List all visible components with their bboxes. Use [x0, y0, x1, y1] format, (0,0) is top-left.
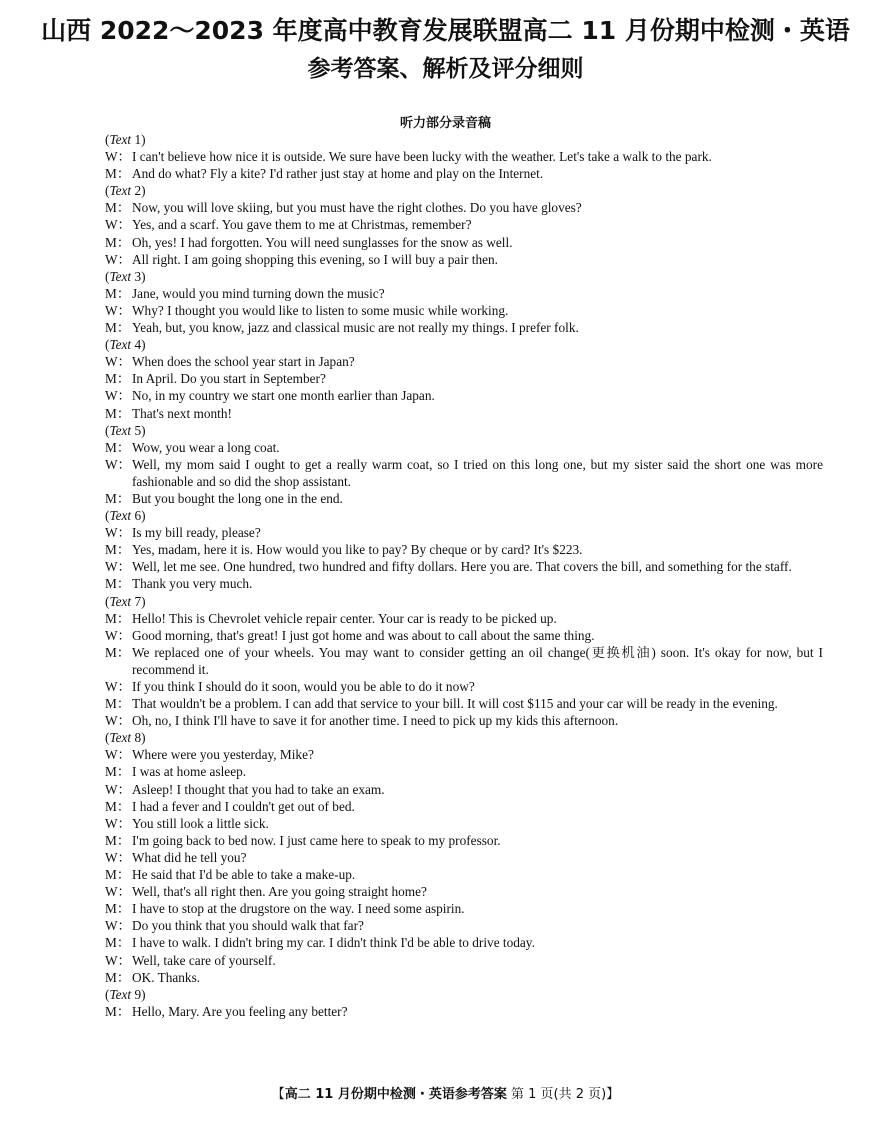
speaker-label: W： [105, 781, 131, 797]
speaker-label: M： [105, 764, 131, 780]
speaker-label: M： [105, 901, 131, 917]
dialogue-line [105, 746, 823, 763]
speaker-label: W： [105, 747, 131, 763]
speaker-label: W： [105, 713, 131, 729]
footer-page-number: 第 1 页(共 2 页) [506, 1087, 607, 1102]
text-marker [105, 268, 823, 285]
dialogue-line [105, 610, 823, 627]
dialogue-text: Oh, no, I think I'll have to save it for another time. I need to pick up my kids this afternoon. [132, 713, 619, 729]
dialogue-text: You still look a little sick. [132, 815, 269, 831]
marker-number: 5) [131, 422, 146, 438]
dialogue-text: Well, that's all right then. Are you going straight home? [132, 884, 427, 900]
speaker-label: M： [105, 969, 131, 985]
dialogue-line [105, 319, 823, 336]
marker-number: 4) [131, 337, 146, 353]
transcript-body [105, 131, 823, 1020]
marker-number: 1) [131, 132, 146, 147]
dialogue-line [105, 678, 823, 695]
speaker-label: M： [105, 320, 131, 336]
dialogue-line [105, 644, 823, 678]
dialogue-line [105, 866, 823, 883]
marker-label: Text [109, 730, 132, 746]
dialogue-text: Where were you yesterday, Mike? [132, 747, 314, 763]
dialogue-text: Wow, you wear a long coat. [132, 439, 280, 455]
speaker-label: W： [105, 815, 131, 831]
dialogue-line [105, 405, 823, 422]
dialogue-line [105, 148, 823, 165]
speaker-label: M： [105, 166, 131, 182]
speaker-label: M： [105, 490, 131, 506]
marker-label: Text [109, 593, 132, 609]
dialogue-line [105, 900, 823, 917]
dialogue-text: When does the school year start in Japan? [132, 354, 355, 370]
dialogue-line [105, 832, 823, 849]
footer-bracket-close: 】 [606, 1087, 620, 1102]
dialogue-line [105, 627, 823, 644]
dialogue-text: Yes, and a scarf. You gave them to me at Christmas, remember? [132, 217, 472, 233]
dialogue-line [105, 1003, 823, 1020]
page-footer [0, 1086, 891, 1104]
dialogue-line [105, 849, 823, 866]
dialogue-line [105, 490, 823, 507]
marker-label: Text [109, 268, 132, 284]
speaker-label: M： [105, 200, 131, 216]
speaker-label: M： [105, 439, 131, 455]
marker-paren: ( [105, 422, 110, 438]
dialogue-text: Hello! This is Chevrolet vehicle repair center. Your car is ready to be picked up. [132, 610, 557, 626]
dialogue-line [105, 558, 823, 575]
speaker-label: M： [105, 798, 131, 814]
speaker-label: M： [105, 832, 131, 848]
dialogue-text: I was at home asleep. [132, 764, 247, 780]
marker-label: Text [109, 337, 132, 353]
speaker-label: M： [105, 867, 131, 883]
text-marker [105, 729, 823, 746]
speaker-label: W： [105, 918, 131, 934]
dialogue-text: We replaced one of your wheels. You may want to consider getting an oil change(更换机油) soon. It's okay for now, but I recommend it. [132, 644, 823, 677]
speaker-label: M： [105, 644, 131, 660]
marker-paren: ( [105, 132, 110, 147]
dialogue-line [105, 695, 823, 712]
marker-label: Text [109, 508, 132, 524]
dialogue-line [105, 541, 823, 558]
speaker-label: M： [105, 371, 131, 387]
dialogue-text: He said that I'd be able to take a make-up. [132, 867, 356, 883]
marker-label: Text [109, 132, 132, 147]
speaker-label: W： [105, 525, 131, 541]
dialogue-line [105, 763, 823, 780]
speaker-label: M： [105, 285, 131, 301]
speaker-label: M： [105, 610, 131, 626]
document-subtitle: 参考答案、解析及评分细则 [307, 56, 584, 82]
text-marker [105, 422, 823, 439]
marker-number: 7) [131, 593, 146, 609]
marker-paren: ( [105, 730, 110, 746]
dialogue-line [105, 952, 823, 969]
dialogue-line [105, 969, 823, 986]
dialogue-text: Do you think that you should walk that far? [132, 918, 364, 934]
speaker-label: M： [105, 405, 131, 421]
dialogue-text: I had a fever and I couldn't get out of bed. [132, 798, 355, 814]
speaker-label: W： [105, 217, 131, 233]
speaker-label: W： [105, 149, 131, 165]
dialogue-line [105, 781, 823, 798]
dialogue-text: Yeah, but, you know, jazz and classical music are not really my things. I prefer folk. [132, 320, 579, 336]
section-heading: 听力部分录音稿 [399, 116, 491, 131]
speaker-label: M： [105, 696, 131, 712]
dialogue-line [105, 370, 823, 387]
speaker-label: W： [105, 354, 131, 370]
dialogue-text: Well, let me see. One hundred, two hundred and fifty dollars. Here you are. That covers the bill, and something for the staff. [132, 559, 792, 575]
dialogue-line [105, 353, 823, 370]
dialogue-text: Well, my mom said I ought to get a really warm coat, so I tried on this long one, but my sister said the short one was more fashionable and so did the shop assistant. [132, 456, 823, 489]
dialogue-text: That's next month! [132, 405, 232, 421]
text-marker [105, 336, 823, 353]
dialogue-line [105, 524, 823, 541]
speaker-label: W： [105, 251, 131, 267]
dialogue-text: I'm going back to bed now. I just came here to speak to my professor. [132, 832, 501, 848]
dialogue-text: Now, you will love skiing, but you must have the right clothes. Do you have gloves? [132, 200, 582, 216]
dialogue-line [105, 575, 823, 592]
dialogue-text: Why? I thought you would like to listen to some music while working. [132, 302, 509, 318]
speaker-label: W： [105, 884, 131, 900]
dialogue-line [105, 165, 823, 182]
dialogue-line [105, 216, 823, 233]
marker-number: 2) [131, 183, 146, 199]
dialogue-text: That wouldn't be a problem. I can add that service to your bill. It will cost $115 and your car will be ready in the evening. [132, 696, 778, 712]
speaker-label: M： [105, 935, 131, 951]
marker-paren: ( [105, 986, 110, 1002]
dialogue-text: No, in my country we start one month earlier than Japan. [132, 388, 435, 404]
speaker-label: M： [105, 1003, 131, 1019]
marker-paren: ( [105, 508, 110, 524]
dialogue-text: What did he tell you? [132, 849, 247, 865]
speaker-label: W： [105, 679, 131, 694]
dialogue-text: If you think I should do it soon, would you be able to do it now? [132, 679, 475, 694]
dialogue-line [105, 712, 823, 729]
dialogue-text: I have to walk. I didn't bring my car. I didn't think I'd be able to drive today. [132, 935, 535, 951]
dialogue-text: OK. Thanks. [132, 969, 201, 985]
marker-number: 8) [131, 730, 146, 746]
dialogue-line [105, 251, 823, 268]
marker-label: Text [109, 422, 132, 438]
dialogue-text: Is my bill ready, please? [132, 525, 261, 541]
speaker-label: W： [105, 559, 131, 575]
dialogue-text: Well, take care of yourself. [132, 952, 276, 968]
footer-doc-name: 高二 11 月份期中检测・英语参考答案 [284, 1087, 507, 1102]
speaker-label: W： [105, 456, 131, 472]
text-marker [105, 986, 823, 1003]
dialogue-line [105, 439, 823, 456]
document-title: 山西 2022～2023 年度高中教育发展联盟高二 11 月份期中检测・英语 [41, 16, 850, 45]
dialogue-text: All right. I am going shopping this evening, so I will buy a pair then. [132, 251, 498, 267]
dialogue-line [105, 456, 823, 490]
marker-label: Text [109, 183, 132, 199]
dialogue-text: I can't believe how nice it is outside. We sure have been lucky with the weather. Let's take a walk to the park. [132, 149, 712, 165]
speaker-label: W： [105, 849, 131, 865]
speaker-label: W： [105, 388, 131, 404]
text-marker [105, 182, 823, 199]
dialogue-line [105, 934, 823, 951]
dialogue-text: Asleep! I thought that you had to take an exam. [132, 781, 385, 797]
speaker-label: M： [105, 542, 131, 558]
dialogue-line [105, 234, 823, 251]
marker-paren: ( [105, 337, 110, 353]
dialogue-line [105, 883, 823, 900]
dialogue-line [105, 302, 823, 319]
dialogue-line [105, 387, 823, 404]
dialogue-line [105, 815, 823, 832]
text-marker [105, 507, 823, 524]
speaker-label: W： [105, 302, 131, 318]
marker-label: Text [109, 986, 132, 1002]
speaker-label: W： [105, 627, 131, 643]
dialogue-text: Good morning, that's great! I just got home and was about to call about the same thing. [132, 627, 595, 643]
marker-number: 6) [131, 508, 146, 524]
text-marker [105, 131, 823, 148]
dialogue-text: And do what? Fly a kite? I'd rather just stay at home and play on the Internet. [132, 166, 544, 182]
speaker-label: M： [105, 576, 131, 592]
dialogue-text: Jane, would you mind turning down the music? [132, 285, 385, 301]
dialogue-line [105, 798, 823, 815]
dialogue-text: In April. Do you start in September? [132, 371, 326, 387]
marker-paren: ( [105, 268, 110, 284]
dialogue-text: I have to stop at the drugstore on the way. I need some aspirin. [132, 901, 465, 917]
dialogue-line [105, 917, 823, 934]
dialogue-line [105, 285, 823, 302]
dialogue-text: Hello, Mary. Are you feeling any better? [132, 1003, 348, 1019]
footer-bracket-open: 【 [271, 1087, 285, 1102]
dialogue-text: But you bought the long one in the end. [132, 490, 343, 506]
marker-number: 3) [131, 268, 146, 284]
text-marker [105, 593, 823, 610]
speaker-label: W： [105, 952, 131, 968]
dialogue-text: Oh, yes! I had forgotten. You will need sunglasses for the snow as well. [132, 234, 513, 250]
speaker-label: M： [105, 234, 131, 250]
dialogue-text: Yes, madam, here it is. How would you like to pay? By cheque or by card? It's $223. [132, 542, 583, 558]
dialogue-line [105, 199, 823, 216]
marker-paren: ( [105, 593, 110, 609]
marker-paren: ( [105, 183, 110, 199]
marker-number: 9) [131, 986, 146, 1002]
dialogue-text: Thank you very much. [132, 576, 253, 592]
